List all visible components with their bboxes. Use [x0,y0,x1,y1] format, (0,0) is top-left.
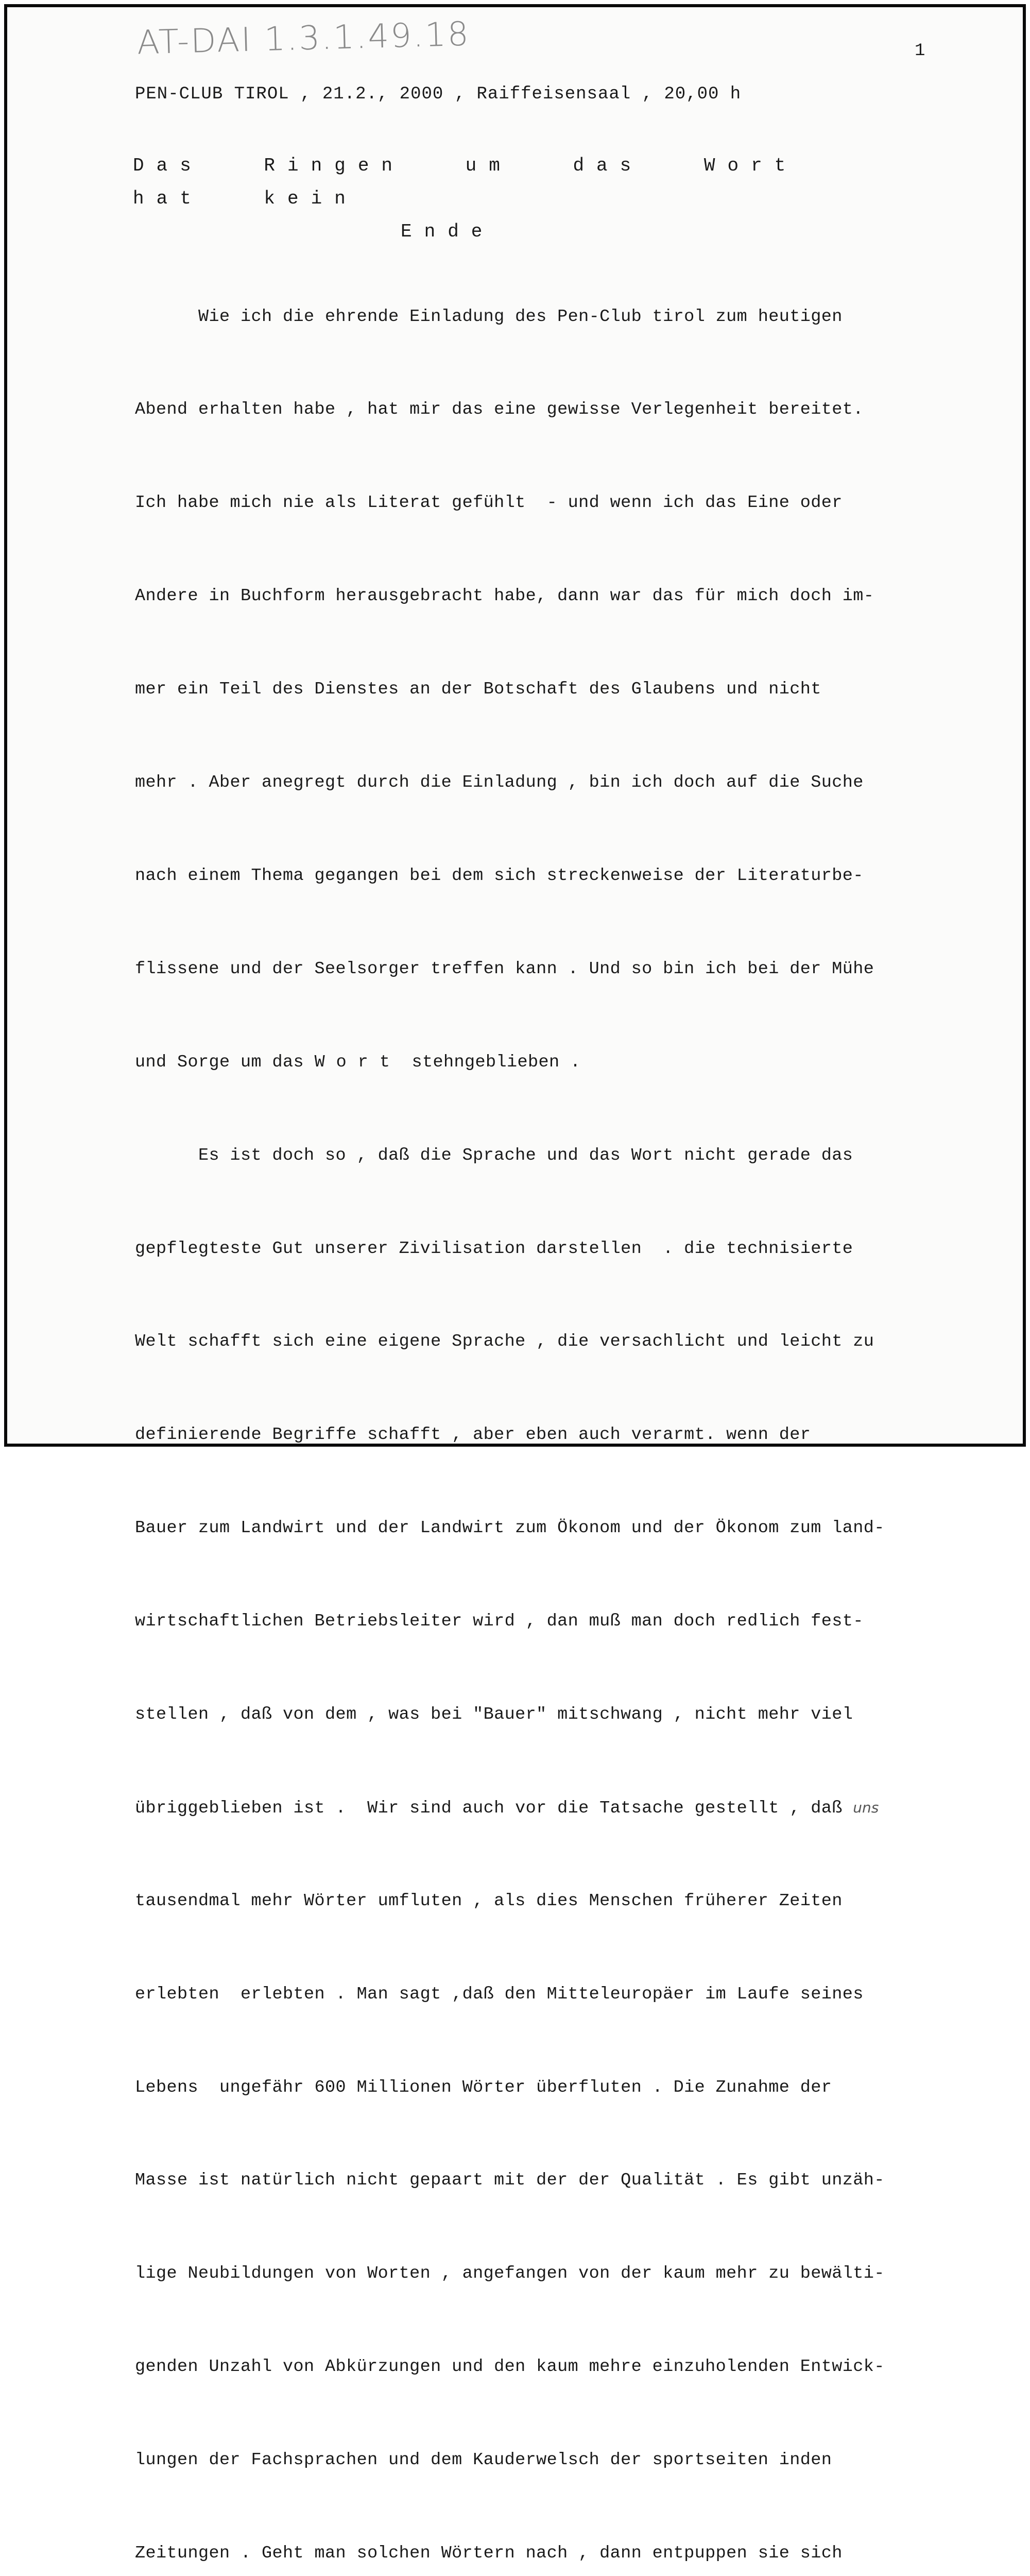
title-line-2: Ende [401,221,495,242]
text-segment: und Sorge um das [135,1052,315,1072]
text-line: Zeitungen . Geht man solchen Wörtern nach , dann entpuppen sie sich [135,2543,843,2563]
text-line: flissene und der Seelsorger treffen kann . Und so bin ich bei der Mühe [135,959,874,979]
text-segment: stehngeblieben . [401,1052,581,1072]
text-line: Es ist doch so , daß die Sprache und das Wort nicht gerade das [135,1145,853,1165]
text-line [135,1792,995,1823]
text-segment: übriggeblieben ist . Wir sind auch vor die Tatsache gestellt , daß [135,1798,853,1818]
archive-signature: AT-DAI 1.3.1.49.18 [136,15,471,62]
body-text [135,239,995,2576]
text-line: gepflegteste Gut unserer Zivilisation darstellen . die technisierte [135,1239,853,1259]
page-number: 1 [915,41,925,61]
text-line: mehr . Aber anegregt durch die Einladung , bin ich doch auf die Suche [135,773,864,793]
title-line-1: Das Ringen um das Wort hat kein [133,155,798,209]
text-line: nach einem Thema gegangen bei dem sich streckenweise der Literaturbe- [135,866,864,886]
text-line: definierende Begriffe schafft , aber eben auch verarmt. wenn der [135,1425,811,1445]
text-line: Abend erhalten habe , hat mir das eine gewisse Verlegenheit bereitet. [135,400,864,420]
text-line: tausendmal mehr Wörter umfluten , als dies Menschen früherer Zeiten [135,1891,843,1911]
text-line: lige Neubildungen von Worten , angefangen von der kaum mehr zu bewälti- [135,2264,885,2284]
emphasized-word: Wort [314,1052,401,1072]
text-line: Ich habe mich nie als Literat gefühlt - und wenn ich das Eine oder [135,493,843,513]
text-line: Masse ist natürlich nicht gepaart mit der der Qualität . Es gibt unzäh- [135,2171,885,2191]
text-line [135,1047,995,1078]
text-line: Welt schafft sich eine eigene Sprache , die versachlicht und leicht zu [135,1332,874,1352]
handwritten-insert: uns [853,1799,879,1816]
text-line: wirtschaftlichen Betriebsleiter wird , dan muß man doch redlich fest- [135,1612,864,1632]
text-line: lungen der Fachsprachen und dem Kauderwelsch der sportseiten inden [135,2450,832,2470]
text-line: Andere in Buchform herausgebracht habe, dann war das für mich doch im- [135,586,874,606]
document-title [133,149,905,248]
text-line: Bauer zum Landwirt und der Landwirt zum Ökonom und der Ökonom zum land- [135,1518,885,1538]
text-line: mer ein Teil des Dienstes an der Botschaft des Glaubens und nicht [135,680,821,700]
text-line: erlebten erlebten . Man sagt ,daß den Mitteleuropäer im Laufe seines [135,1984,864,2004]
text-line: stellen , daß von dem , was bei "Bauer" mitschwang , nicht mehr viel [135,1704,853,1724]
text-line: genden Unzahl von Abkürzungen und den kaum mehre einzuholenden Entwick- [135,2357,885,2377]
text-line: Wie ich die ehrende Einladung des Pen-Club tirol zum heutigen [135,307,843,327]
text-line: Lebens ungefähr 600 Millionen Wörter überfluten . Die Zunahme der [135,2077,832,2097]
document-header: PEN-CLUB TIROL , 21.2., 2000 , Raiffeisensaal , 20,00 h [135,84,742,104]
